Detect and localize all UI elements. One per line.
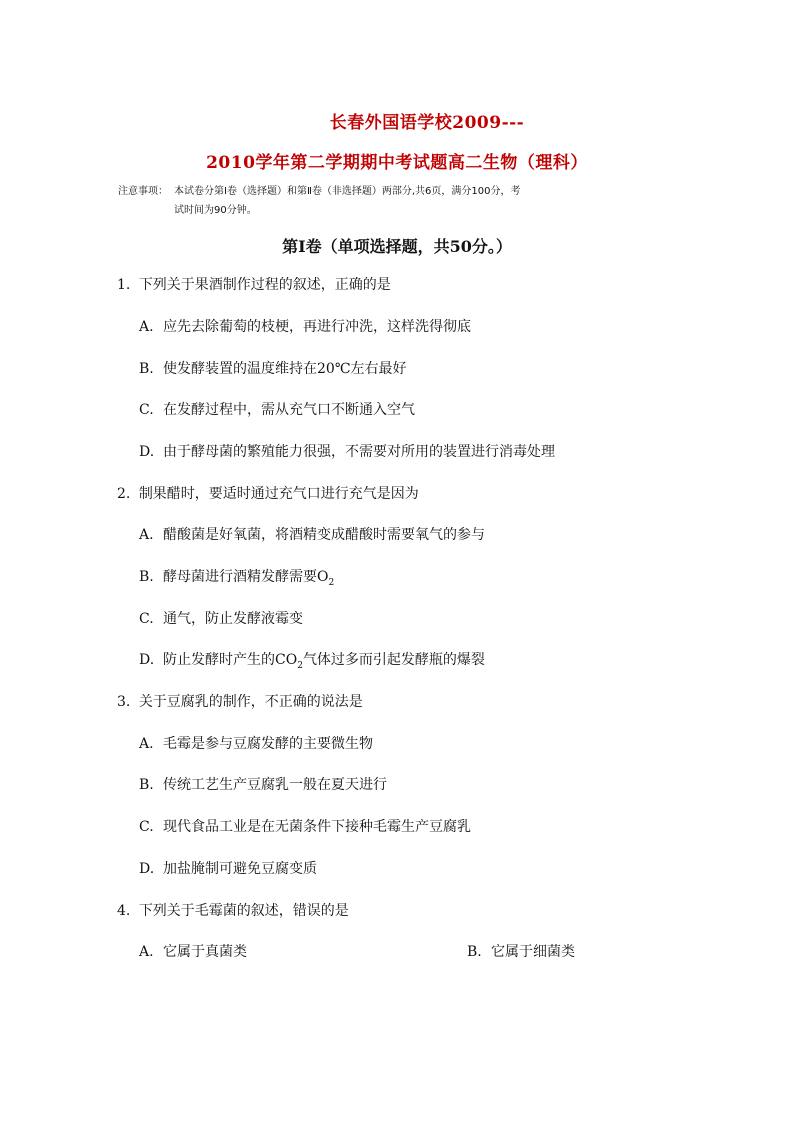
q3-option-d <box>139 858 317 878</box>
option-text: 使发酵装置的温度维持在20℃左右最好 <box>163 361 407 377</box>
q2-option-a <box>139 524 485 544</box>
option-text: 由于酵母菌的繁殖能力很强，不需要对所用的装置进行消毒处理 <box>163 444 555 460</box>
option-letter: B. <box>139 777 154 793</box>
option-letter: B. <box>467 944 482 960</box>
q2-option-b <box>139 566 334 588</box>
q3-option-c <box>139 816 471 836</box>
option-letter: D. <box>139 861 155 877</box>
q4-option-b <box>467 941 575 961</box>
option-letter: B. <box>139 569 154 585</box>
section-title: 第Ⅰ卷（单项选择题，共50分。） <box>282 237 512 256</box>
option-letter: D. <box>139 444 155 460</box>
q1-option-d <box>139 441 555 461</box>
question-stem: 制果醋时，要适时通过充气口进行充气是因为 <box>138 486 419 502</box>
exam-title-line1: 长春外国语学校2009--- <box>329 113 525 133</box>
question-stem: 关于豆腐乳的制作，不正确的说法是 <box>138 694 363 710</box>
question-stem: 下列关于果酒制作过程的叙述，正确的是 <box>138 277 391 293</box>
subscript: 2 <box>328 577 335 588</box>
question-number: 1. <box>117 277 131 293</box>
option-text: 防止发酵时产生的CO <box>163 652 298 668</box>
option-text: 加盐腌制可避免豆腐变质 <box>163 861 317 877</box>
option-letter: C. <box>139 819 154 835</box>
notice-label: 注意事项： <box>118 186 168 197</box>
option-text: 现代食品工业是在无菌条件下接种毛霉生产豆腐乳 <box>163 819 471 835</box>
option-letter: A. <box>139 944 154 960</box>
option-text: 它属于真菌类 <box>163 944 247 960</box>
option-letter: C. <box>139 611 154 627</box>
question-number: 2. <box>117 486 131 502</box>
question-2 <box>117 483 419 503</box>
option-text: 在发酵过程中，需从充气口不断通入空气 <box>163 402 415 418</box>
option-text: 通气，防止发酵液霉变 <box>163 611 303 627</box>
question-3 <box>117 691 363 711</box>
question-4 <box>117 900 349 920</box>
option-text: 毛霉是参与豆腐发酵的主要微生物 <box>163 736 373 752</box>
option-letter: A. <box>139 319 154 335</box>
option-text: 应先去除葡萄的枝梗，再进行冲洗，这样洗得彻底 <box>163 319 471 335</box>
question-stem: 下列关于毛霉菌的叙述，错误的是 <box>138 903 349 919</box>
q1-option-b <box>139 358 406 378</box>
option-text: 传统工艺生产豆腐乳一般在夏天进行 <box>163 777 387 793</box>
option-letter: A. <box>139 736 154 752</box>
question-1 <box>117 274 391 294</box>
q4-option-a <box>139 941 247 961</box>
q2-option-c <box>139 608 303 628</box>
question-number: 3. <box>117 694 131 710</box>
option-letter: D. <box>139 652 155 668</box>
option-text-after: 气体过多而引起发酵瓶的爆裂 <box>302 652 485 668</box>
option-letter: B. <box>139 361 154 377</box>
q3-option-a <box>139 733 373 753</box>
q1-option-a <box>139 316 471 336</box>
option-text: 它属于细菌类 <box>491 944 575 960</box>
option-letter: C. <box>139 402 154 418</box>
option-text: 醋酸菌是好氧菌，将酒精变成醋酸时需要氧气的参与 <box>163 527 485 543</box>
subscript: 2 <box>297 660 303 671</box>
question-number: 4. <box>117 903 131 919</box>
option-text: 酵母菌进行酒精发酵需要O <box>163 569 329 585</box>
option-letter: A. <box>139 527 154 543</box>
exam-title-line2: 2010学年第二学期期中考试题高二生物（理科） <box>206 153 588 173</box>
q3-option-b <box>139 774 387 794</box>
notice-text-line2: 试时间为90分钟。 <box>174 205 257 216</box>
q1-option-c <box>139 399 415 419</box>
q2-option-d <box>139 649 485 671</box>
notice-text-line1: 本试卷分第Ⅰ卷（选择题）和第Ⅱ卷（非选择题）两部分,共6页，满分100分，考 <box>174 186 521 197</box>
